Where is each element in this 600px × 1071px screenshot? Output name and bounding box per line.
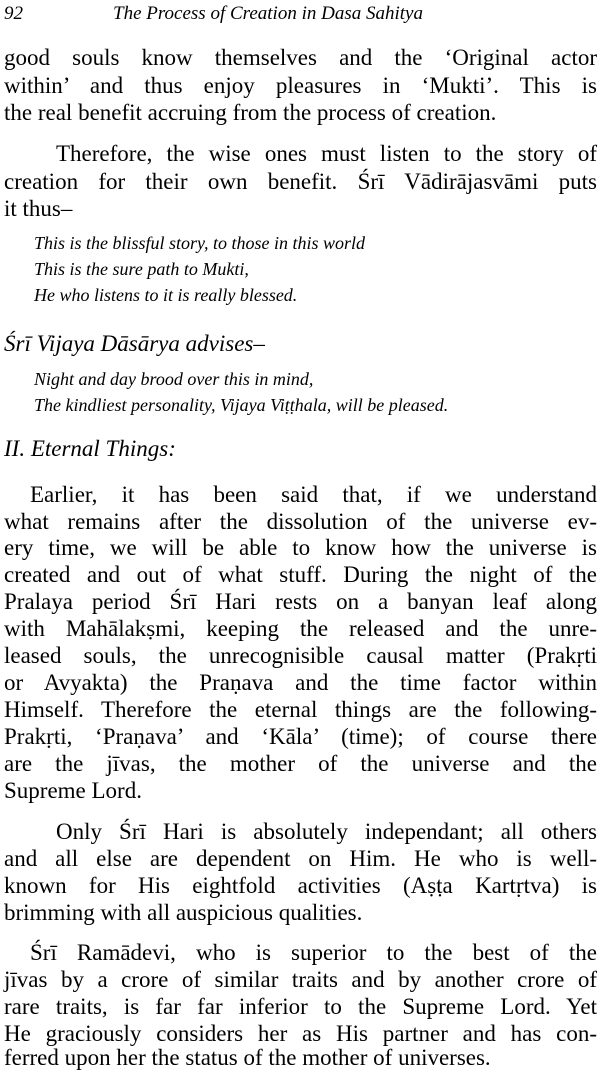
text-line: Only Śrī Hari is absolutely independant; all others — [56, 819, 597, 844]
text-line: He graciously considers her as His partner and has con- — [4, 1021, 597, 1046]
quote-intro-line: Śrī Vijaya Dāsārya advises– — [4, 331, 265, 356]
text-line: brimming with all auspicious qualities. — [4, 900, 363, 925]
text-line: within’ and thus enjoy pleasures in ‘Mukti’. This is — [4, 73, 597, 98]
text-line: creation for their own benefit. Śrī Vādirājasvāmi puts — [4, 169, 597, 194]
verse-line: The kindliest personality, Vijaya Viṭṭhala, will be pleased. — [34, 395, 449, 415]
text-line: Himself. Therefore the eternal things are the following- — [4, 697, 597, 722]
text-line: or Avyakta) the Praṇava and the time factor within — [4, 670, 597, 695]
text-line: jīvas by a crore of similar traits and by another crore of — [4, 967, 597, 992]
text-line: Earlier, it has been said that, if we understand — [30, 482, 597, 507]
section-heading: II. Eternal Things: — [4, 436, 176, 461]
text-line: Prakṛti, ‘Praṇava’ and ‘Kāla’ (time); of course there — [4, 724, 597, 749]
text-line: with Mahālakṣmi, keeping the released and the unre- — [4, 616, 597, 641]
text-line: ery time, we will be able to know how the universe is — [4, 535, 597, 560]
verse-line: He who listens to it is really blessed. — [34, 285, 298, 305]
text-line: good souls know themselves and the ‘Original actor — [4, 45, 597, 70]
text-line: Therefore, the wise ones must listen to the story of — [56, 141, 597, 166]
text-line: Śrī Ramādevi, who is superior to the best of the — [30, 940, 597, 965]
text-line: Supreme Lord. — [4, 778, 142, 803]
text-line: are the jīvas, the mother of the universe and the — [4, 751, 597, 776]
text-line: Pralaya period Śrī Hari rests on a banyan leaf along — [4, 589, 597, 614]
text-line: ferred upon her the status of the mother of universes. — [4, 1045, 491, 1070]
text-line: and all else are dependent on Him. He who is well- — [4, 846, 597, 871]
page-number: 92 — [4, 3, 23, 24]
text-line: created and out of what stuff. During the night of the — [4, 562, 597, 587]
text-line: rare traits, is far far inferior to the Supreme Lord. Yet — [4, 994, 597, 1019]
verse-line: This is the blissful story, to those in this world — [34, 233, 366, 253]
text-line: leased souls, the unrecognisible causal matter (Prakṛti — [4, 643, 597, 668]
text-line: the real benefit accruing from the process of creation. — [4, 100, 497, 125]
running-title: The Process of Creation in Dasa Sahitya — [113, 3, 423, 24]
text-line: it thus– — [4, 196, 73, 221]
verse-line: Night and day brood over this in mind, — [34, 369, 314, 389]
verse-line: This is the sure path to Mukti, — [34, 259, 249, 279]
running-header — [4, 2, 596, 26]
text-line: known for His eightfold activities (Aṣṭa Kartṛtva) is — [4, 873, 597, 898]
text-line: what remains after the dissolution of the universe ev- — [4, 509, 597, 534]
